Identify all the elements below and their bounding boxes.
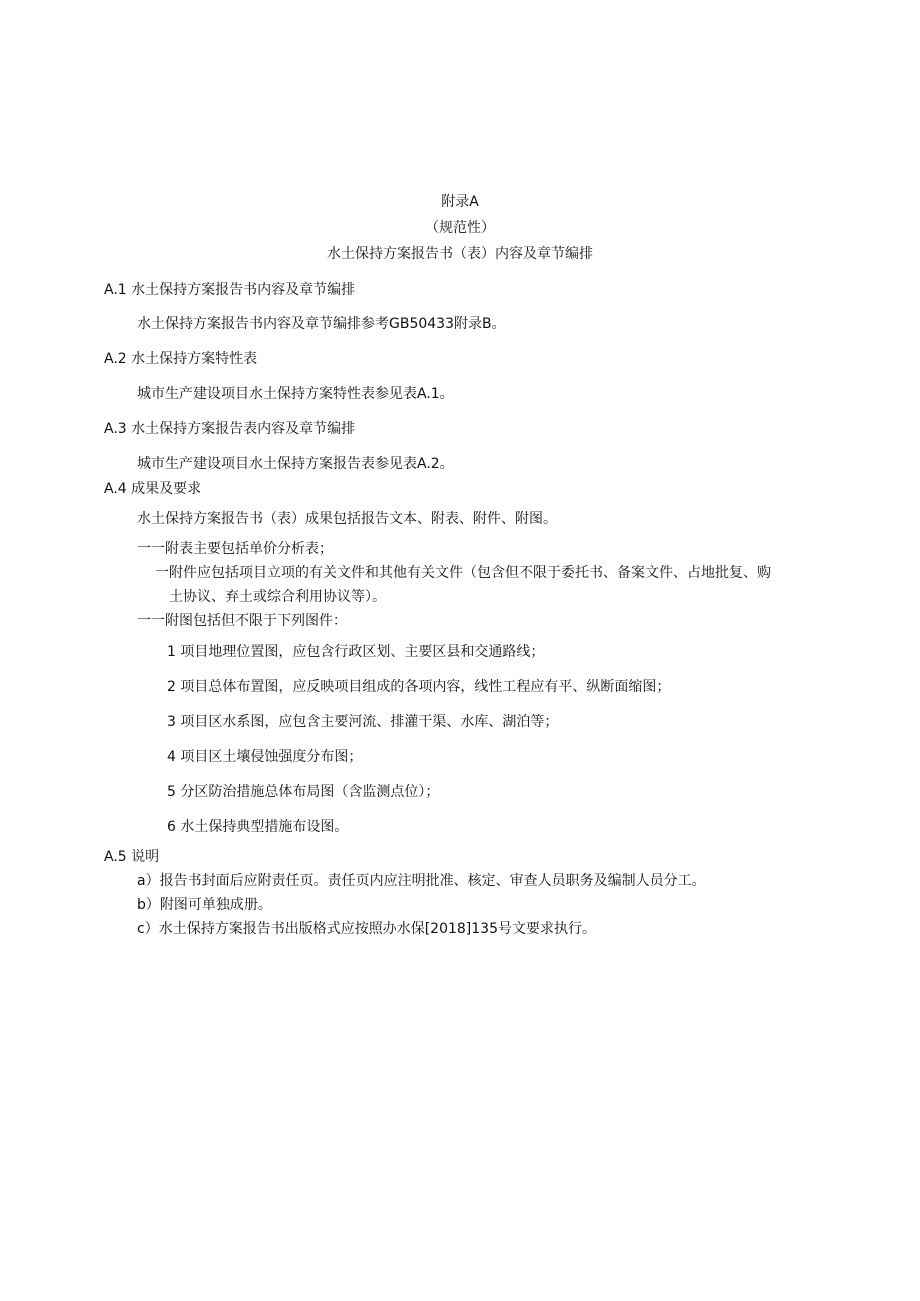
dash-item-attachments-line2: 土协议、弃土或综合利用协议等）。 bbox=[169, 589, 386, 605]
figure-item: 4 项目区土壤侵蚀强度分布图； bbox=[167, 749, 363, 765]
section-body-a2: 城市生产建设项目水土保持方案特性表参见表A.1。 bbox=[137, 386, 454, 402]
section-heading-a5: A.5 说明 bbox=[104, 849, 160, 865]
note-item: a）报告书封面后应附责任页。责任页内应注明批准、核定、审查人员职务及编制人员分工。 bbox=[137, 873, 706, 889]
section-body-a1: 水土保持方案报告书内容及章节编排参考GB50433附录B。 bbox=[137, 316, 506, 332]
dash-item-figures: 一一附图包括但不限于下列图件： bbox=[137, 613, 347, 629]
note-item: b）附图可单独成册。 bbox=[137, 897, 272, 913]
figure-item: 5 分区防治措施总体布局图（含监测点位）； bbox=[167, 784, 440, 800]
section-heading-a2: A.2 水土保持方案特性表 bbox=[104, 351, 258, 367]
figure-item: 6 水土保持典型措施布设图。 bbox=[167, 819, 349, 835]
figure-item: 3 项目区水系图，应包含主要河流、排灌干渠、水库、湖泊等； bbox=[167, 714, 559, 730]
appendix-label: 附录A bbox=[441, 194, 479, 210]
section-body-a4: 水土保持方案报告书（表）成果包括报告文本、附表、附件、附图。 bbox=[137, 511, 557, 527]
note-item: c）水土保持方案报告书出版格式应按照办水保[2018]135号文要求执行。 bbox=[137, 921, 596, 937]
figure-item: 2 项目总体布置图，应反映项目组成的各项内容，线性工程应有平、纵断面缩图； bbox=[167, 679, 671, 695]
section-heading-a4: A.4 成果及要求 bbox=[104, 481, 202, 497]
dash-item-tables: 一一附表主要包括单价分析表； bbox=[137, 541, 333, 557]
figure-item: 1 项目地理位置图，应包含行政区划、主要区县和交通路线； bbox=[167, 644, 545, 660]
section-body-a3: 城市生产建设项目水土保持方案报告表参见表A.2。 bbox=[137, 456, 454, 472]
appendix-title: 水土保持方案报告书（表）内容及章节编排 bbox=[327, 246, 593, 262]
dash-item-attachments-line1: 一附件应包括项目立项的有关文件和其他有关文件（包含但不限于委托书、备案文件、占地批复、购 bbox=[155, 565, 771, 581]
section-heading-a1: A.1 水土保持方案报告书内容及章节编排 bbox=[104, 282, 356, 298]
appendix-type: （规范性） bbox=[425, 220, 495, 236]
section-heading-a3: A.3 水土保持方案报告表内容及章节编排 bbox=[104, 421, 356, 437]
